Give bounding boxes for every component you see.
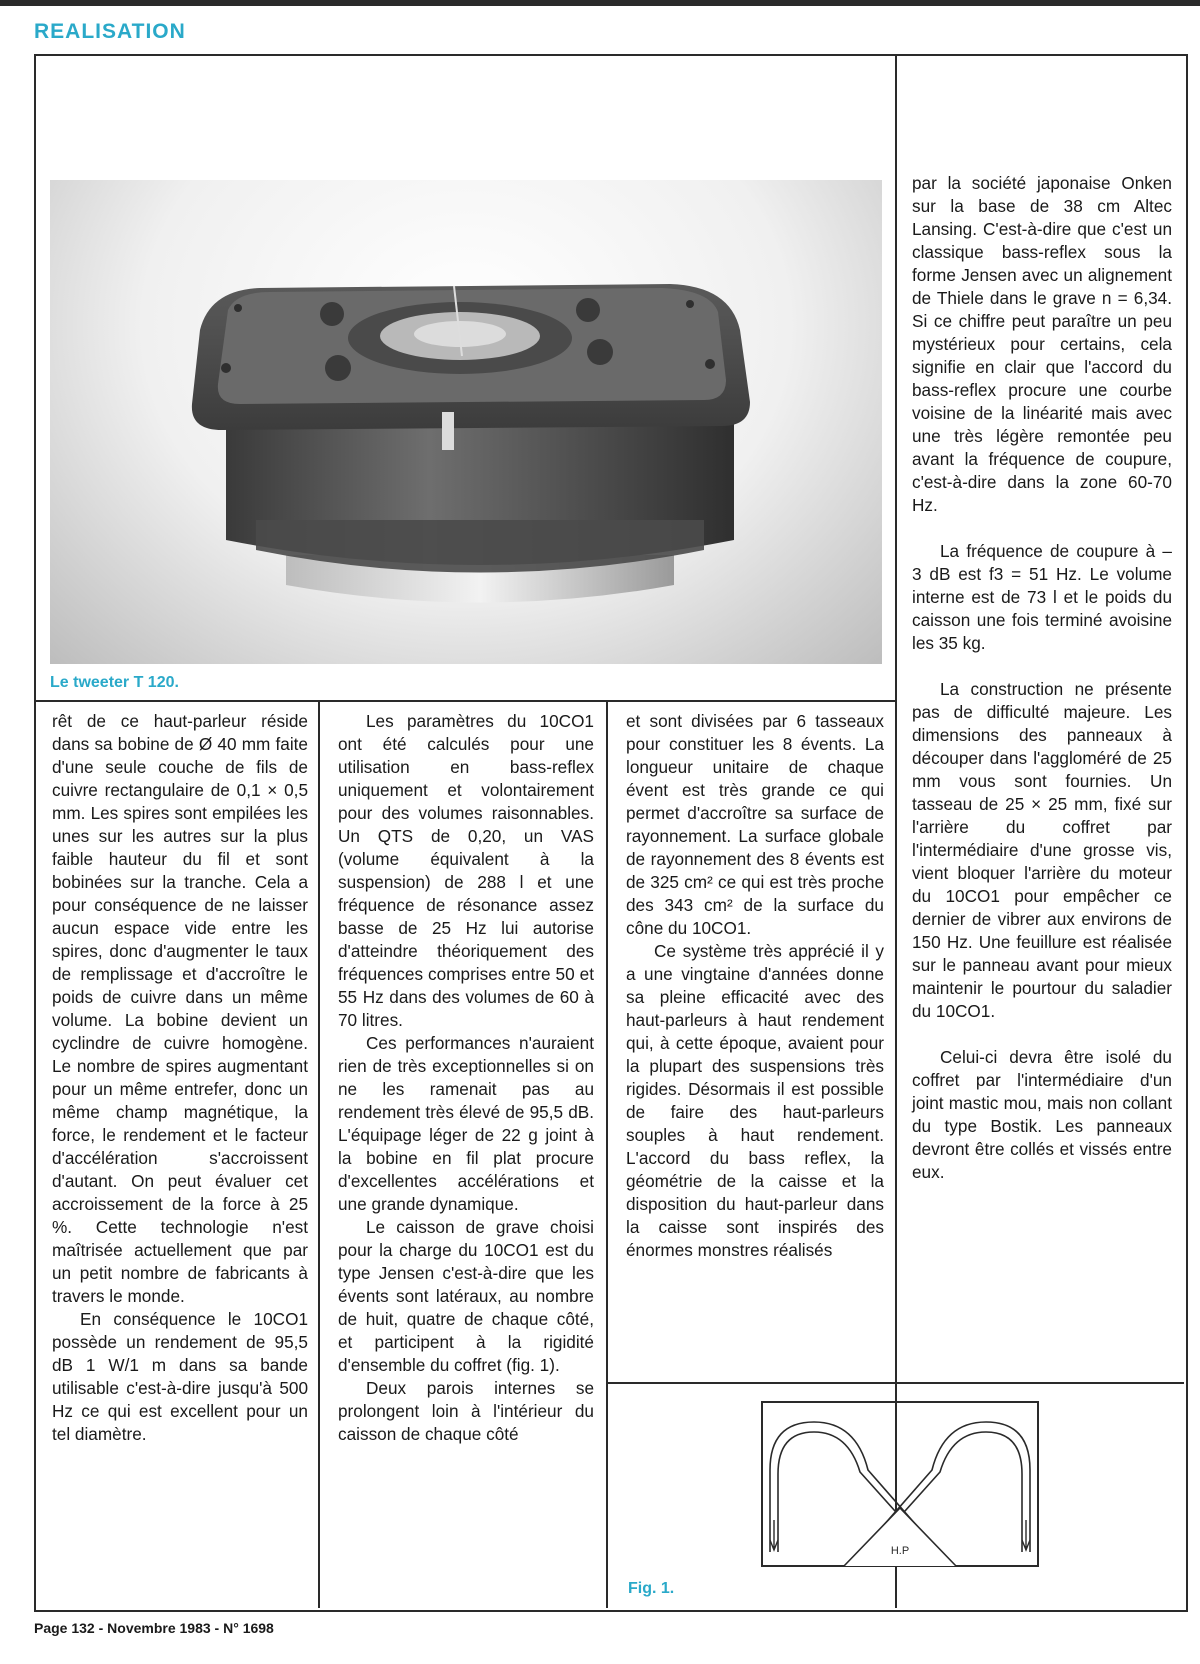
paragraph: rêt de ce haut-parleur réside dans sa bobine de Ø 40 mm faite d'une seule couche de fils de cuivre rectangulaire de 0,1 × 0,5 mm. Les spires sont empilées les unes sur les autres sur la plus faible hauteur du fil et sont bobinées sur la tranche. Cela a pour conséquence de ne laisser aucun espace vide entre les spires, donc d'augmenter le taux de remplissage et d'accroître le poids de cuivre dans un même volume. La bobine devient un cyclindre de cuivre homogène. Le nombre de spires augmentant pour un même entrefer, donc un même champ magnétique, la force, le rendement et le facteur d'accélération s'accroissent d'autant. On peut évaluer cet accroissement de la force à 25 %. Cette technologie n'est maîtrisée actuellement que par un petit nombre de fabricants à travers le monde. — [52, 711, 308, 1306]
figure-1-diagram — [760, 1400, 1040, 1572]
paragraph: et sont divisées par 6 tasseaux pour constituer les 8 évents. La longueur unitaire de chaque évent est très grande ce qui permet d'accroître sa surface de rayonnement. La surface globale de rayonnement des 8 évents est de 325 cm² ce qui est très proche des 343 cm² de la surface du cône du 10CO1. — [626, 711, 884, 938]
photo-caption: Le tweeter T 120. — [50, 674, 179, 691]
page-footer: Page 132 - Novembre 1983 - N° 1698 — [34, 1620, 274, 1636]
column-divider-1 — [318, 700, 320, 1608]
paragraph: La construction ne présente pas de difficulté majeure. Les dimensions des panneaux à découper dans l'aggloméré de 25 mm vous sont fournies. Un tasseau de 25 × 25 mm, fixé sur l'arrière du coffret par l'intermédiaire d'une grosse vis, vient bloquer l'arrière du moteur du 10CO1 pour empêcher ce dernier de vibrer aux environs de 150 Hz. Une feuillure est réalisée sur le panneau avant pour mieux maintenir le pourtour du saladier du 10CO1. — [912, 679, 1172, 1021]
paragraph: La fréquence de coupure à – 3 dB est f3 = 51 Hz. Le volume interne est de 73 l et le poids du caisson une fois terminé avoisine les 35 kg. — [912, 541, 1172, 653]
tweeter-illustration — [50, 180, 882, 664]
column-divider-2 — [606, 700, 608, 1608]
paragraph: Ce système très apprécié il y a une vingtaine d'années donne sa pleine efficacité avec des haut-parleurs à haut rendement qui, à cette époque, avaient pour la plupart des suspensions très rigides. Désormais il est possible de faire des haut-parleurs souples à haut rendement. L'accord du bass reflex, la géométrie de la caisse et la disposition du haut-parleur dans la caisse sont inspirés des énormes monstres réalisés — [626, 941, 884, 1260]
paragraph: Celui-ci devra être isolé du coffret par l'intermédiaire d'un joint mastic mou, mais non collant du type Bostik. Les panneaux devront être collés et vissés entre eux. — [912, 1047, 1172, 1182]
paragraph: En conséquence le 10CO1 possède un rendement de 95,5 dB 1 W/1 m dans sa bande utilisable c'est-à-dire jusqu'à 500 Hz ce qui est excellent pour un tel diamètre. — [52, 1309, 308, 1444]
text-column-1 — [52, 710, 308, 1446]
column-divider-3 — [895, 54, 897, 1608]
text-column-4 — [912, 172, 1172, 1184]
photo-divider — [34, 700, 896, 702]
top-rule — [0, 0, 1200, 6]
paragraph: Ces performances n'auraient rien de très exceptionnelles si on ne les ramenait pas au rendement très élevé de 95,5 dB. L'équipage léger de 22 g joint à la bobine en fil plat procure d'excellentes accélérations et une grande dynamique. — [338, 1033, 594, 1214]
text-column-3 — [626, 710, 884, 1262]
hp-label: H.P — [890, 1545, 910, 1557]
tweeter-photo — [50, 180, 882, 664]
paragraph: Deux parois internes se prolongent loin à l'intérieur du caisson de chaque côté — [338, 1378, 594, 1444]
paragraph: par la société japonaise Onken sur la base de 38 cm Altec Lansing. C'est-à-dire que c'est un classique bass-reflex sous la forme Jensen avec un alignement de Thiele dans le grave n = 6,34. Si ce chiffre peut paraître un peu mystérieux pour certains, cela signifie en clair que l'accord du bass-reflex procure une courbe voisine de la linéarité mais avec une très légère remontée peu avant la fréquence de coupure, c'est-à-dire dans la zone 60-70 Hz. — [912, 173, 1172, 515]
section-heading: REALISATION — [34, 20, 186, 43]
figure-divider — [606, 1382, 1184, 1384]
figure-caption: Fig. 1. — [628, 1580, 675, 1597]
paragraph: Le caisson de grave choisi pour la charge du 10CO1 est du type Jensen c'est-à-dire que les évents sont latéraux, au nombre de huit, quatre de chaque côté, et participent à la rigidité d'ensemble du coffret (fig. 1). — [338, 1217, 594, 1375]
text-column-2 — [338, 710, 594, 1446]
paragraph: Les paramètres du 10CO1 ont été calculés pour une utilisation en bass-reflex uniquement et volontairement pour des volumes raisonnables. Un QTS de 0,20, un VAS (volume équivalent à la suspension) de 288 l et une fréquence de résonance assez basse de 25 Hz lui autorise d'atteindre théoriquement des fréquences comprises entre 50 et 55 Hz dans des volumes de 60 à 70 litres. — [338, 711, 594, 1030]
